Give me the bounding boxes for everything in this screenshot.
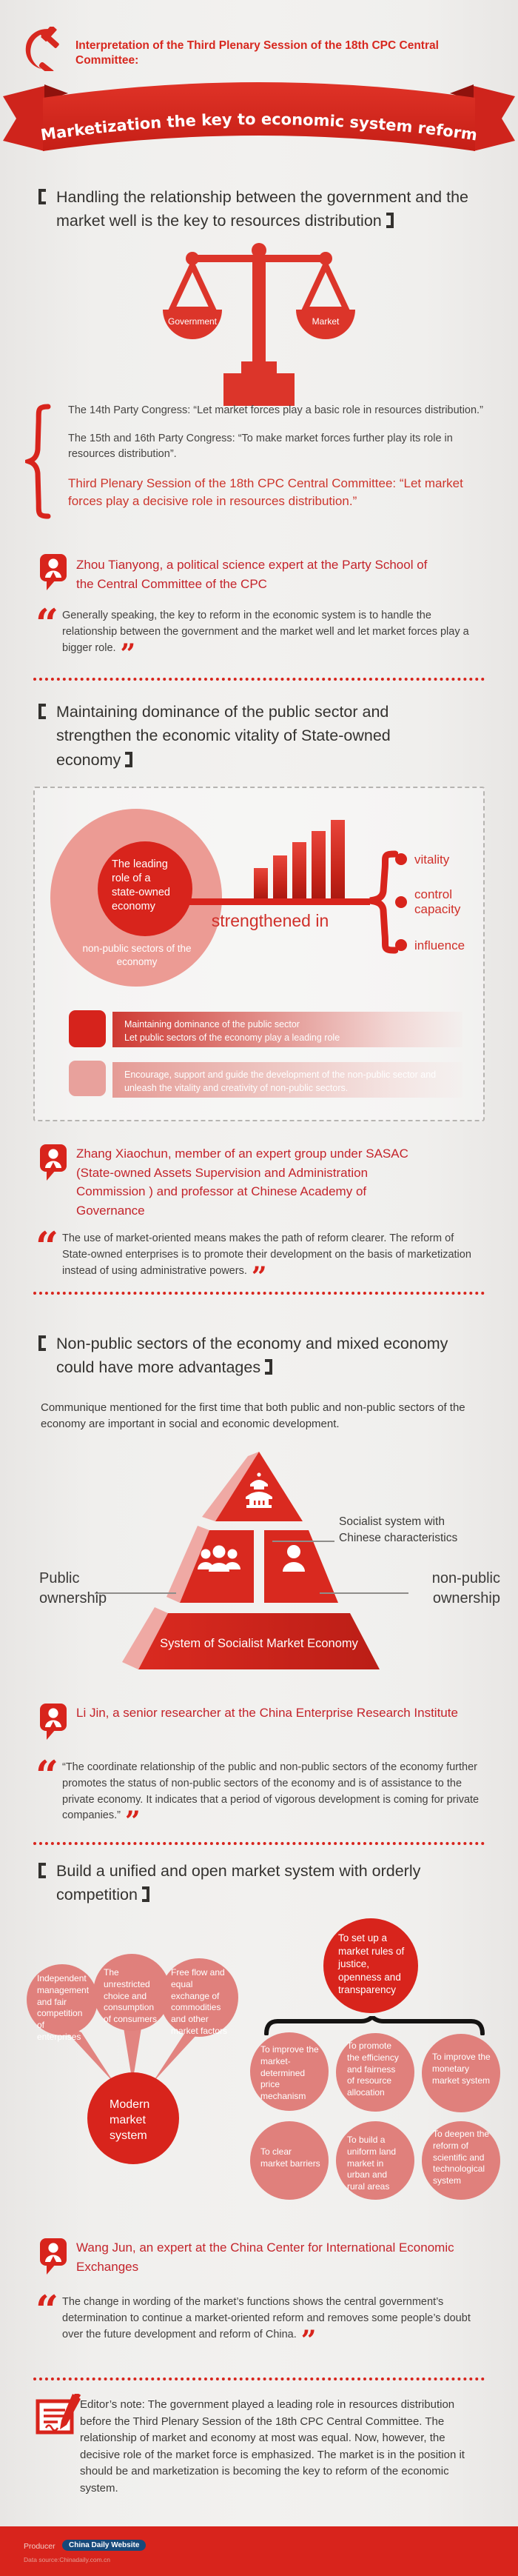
item-circle-price: To improve the market-determined price mechanism xyxy=(250,2032,329,2111)
close-quote-icon: ” xyxy=(120,638,136,670)
red-brace xyxy=(364,850,398,954)
lens-bracket-open xyxy=(38,1335,46,1351)
balloon-enterprises: Independent management and fair competition of enterprises xyxy=(27,1964,98,2035)
section1-title: Handling the relationship between the government and the market well is the key to resources distribution xyxy=(38,185,485,233)
bullet-influence: influence xyxy=(414,938,465,952)
pyramid-base-label: System of Socialist Market Economy xyxy=(160,1637,358,1650)
item-circle-scitech: To deepen the reform of scientific and technological system xyxy=(422,2121,500,2200)
editor-note-text: Editor’s note: The government played a leading role in resources distribution before the Third Plenary Session of the 18th CPC Central Committee. The relationship of market and economy at most was equal. Now, however, the decisive role of the market force is emphasized. The market is in the position it should be and marketization is becoming the key to reform of the economic system. xyxy=(80,2398,465,2495)
open-quote-icon: “ xyxy=(36,600,59,647)
strengthened-in-label: strengthened in xyxy=(211,911,329,930)
open-quote-icon: “ xyxy=(36,1752,59,1799)
expert-avatar-icon xyxy=(38,1143,68,1181)
congress-quote-18th: Third Plenary Session of the 18th CPC Central Committee: “Let market forces play a decisive role in resources distribution.” xyxy=(68,476,463,508)
rules-circle: To set up a market rules of justice, openness and transparency xyxy=(323,1918,418,2013)
balloon-commodities: Free flow and equal exchange of commodities and other market factors xyxy=(160,1958,238,2037)
bullet-dot xyxy=(395,939,407,951)
pyramid-diagram xyxy=(85,1449,433,1678)
dotted-divider xyxy=(33,1842,485,1845)
lens-bracket-open xyxy=(38,704,46,719)
expert4-quote: The change in wording of the market’s functions shows the central government’s determination to continue a market-oriented reform and removes some people’s doubt over the future development and reform of China. ” xyxy=(62,2296,471,2356)
expert2-name: Zhang Xiaochun, member of an expert group under SASAC (State-owned Assets Supervision and Administration Commission ) and professor at Chinese Academy of Governance xyxy=(76,1147,408,1218)
bullet-control-capacity: control capacity xyxy=(414,887,461,917)
scale-pan-government-label: Government xyxy=(167,316,218,327)
lens-bracket-close xyxy=(142,1886,149,1902)
legend-text-public: Maintaining dominance of the public sector Let public sectors of the economy play a leading role xyxy=(112,1012,462,1047)
hammer-sickle-icon xyxy=(19,27,67,71)
pyramid-right-label: non-public ownership xyxy=(431,1570,500,1606)
pyramid-top-label: Socialist system with Chinese characteristics xyxy=(339,1515,458,1544)
congress-quote-list xyxy=(68,403,484,523)
section4-title: Build a unified and open market system with orderly competition xyxy=(38,1859,482,1907)
expert3-quote: “The coordinate relationship of the public and non-public sectors of the economy further promotes the status of non-public sectors of the economy and is of assistance to the private economy. It indicates that a period of vigorous development is coming for private companies.” ” xyxy=(62,1761,480,1838)
legend-swatch-nonpublic xyxy=(69,1061,106,1096)
lens-bracket-close xyxy=(125,752,132,767)
congress-quote-14th: The 14th Party Congress: “Let market forces play a basic role in resources distribution.” xyxy=(68,404,483,416)
legend-swatch-public xyxy=(69,1010,106,1047)
expert-avatar-icon xyxy=(38,1702,68,1741)
ribbon-left-flag xyxy=(3,86,44,151)
inner-circle-label: The leading role of a state-owned economy xyxy=(112,858,170,912)
lens-bracket-close xyxy=(386,213,394,228)
section2-title: Maintaining dominance of the public sector and strengthen the economic vitality of State-owned economy xyxy=(38,700,453,772)
expert1-name: Zhou Tianyong, a political science expert at the Party School of the Central Committee of the CPC xyxy=(76,558,428,591)
congress-quote-15th-16th: The 15th and 16th Party Congress: “To make market forces further play its role in resources distribution”. xyxy=(68,433,453,461)
section3-title: Non-public sectors of the economy and mixed economy could have more advantages xyxy=(38,1332,482,1380)
dotted-divider xyxy=(33,2378,485,2380)
item-circle-efficiency: To promote the efficiency and fairness of resource allocation xyxy=(336,2033,414,2112)
curly-brace-left xyxy=(25,403,52,520)
banner-title: Marketization the key to economic system reform xyxy=(39,110,479,144)
scale-pan-market-label: Market xyxy=(312,316,340,327)
expert-avatar-icon xyxy=(38,2237,68,2275)
close-quote-icon: ” xyxy=(124,1806,141,1838)
bullet-dot xyxy=(395,853,407,865)
dotted-divider xyxy=(33,678,485,681)
ribbon-right-flag xyxy=(474,86,515,151)
bullet-dot xyxy=(395,896,407,908)
label-line xyxy=(272,1541,334,1542)
item-circle-monetary: To improve the monetary market system xyxy=(422,2034,500,2112)
section3-intro: Communique mentioned for the first time that both public and non-public sectors of the economy are important in social and economic development. xyxy=(41,1401,465,1430)
balloon-consumers: The unrestricted choice and consumption of consumers xyxy=(93,1954,170,2031)
producer-label: Producer xyxy=(24,2542,56,2551)
editor-note-icon xyxy=(36,2394,83,2440)
expert3-name: Li Jin, a senior researcher at the China Enterprise Research Institute xyxy=(76,1706,458,1720)
lens-bracket-close xyxy=(265,1359,272,1375)
bar-chart-icon xyxy=(254,819,354,898)
footer-band xyxy=(0,2526,518,2576)
close-quote-icon: ” xyxy=(300,2324,317,2356)
item-circle-barriers: To clear market barriers xyxy=(250,2121,329,2200)
lens-bracket-open xyxy=(38,189,46,204)
open-quote-icon: “ xyxy=(36,2286,59,2334)
pyramid-left-label: Public ownership xyxy=(39,1570,107,1606)
legend-text-nonpublic: Encourage, support and guide the development of the non-public sector and unleash the vitality and creativity of non-public sectors. xyxy=(112,1062,462,1098)
expert2-quote: The use of market-oriented means makes the path of reform clearer. The reform of State-owned enterprises is to promote their development on the basis of marketization instead of using administrative powers. ” xyxy=(62,1232,471,1292)
bullet-vitality: vitality xyxy=(414,852,450,867)
open-quote-icon: “ xyxy=(36,1223,59,1270)
expert4-name: Wang Jun, an expert at the China Center for International Economic Exchanges xyxy=(76,2240,454,2274)
expert-avatar-icon xyxy=(38,553,68,591)
balance-scales-icon xyxy=(133,238,385,416)
label-line xyxy=(320,1592,408,1594)
close-quote-icon: ” xyxy=(251,1261,267,1292)
outer-ellipse-label: non-public sectors of the economy xyxy=(82,943,192,967)
lens-bracket-open xyxy=(38,1863,46,1878)
item-circle-land: To build a uniform land market in urban and rural areas xyxy=(336,2121,414,2200)
expert1-quote: Generally speaking, the key to reform in the economic system is to handle the relationship between the government and the market well and let market forces play a bigger role. ” xyxy=(62,610,469,670)
data-source: Data source:Chinadaily.com.cn xyxy=(24,2556,111,2563)
title-ribbon xyxy=(0,74,518,178)
hub-modern-market-system: Modern market system xyxy=(87,2072,179,2164)
producer-badge: China Daily Website xyxy=(62,2540,146,2551)
dotted-divider xyxy=(33,1292,485,1295)
kicker-text: Interpretation of the Third Plenary Session of the 18th CPC Central Committee: xyxy=(75,39,439,67)
